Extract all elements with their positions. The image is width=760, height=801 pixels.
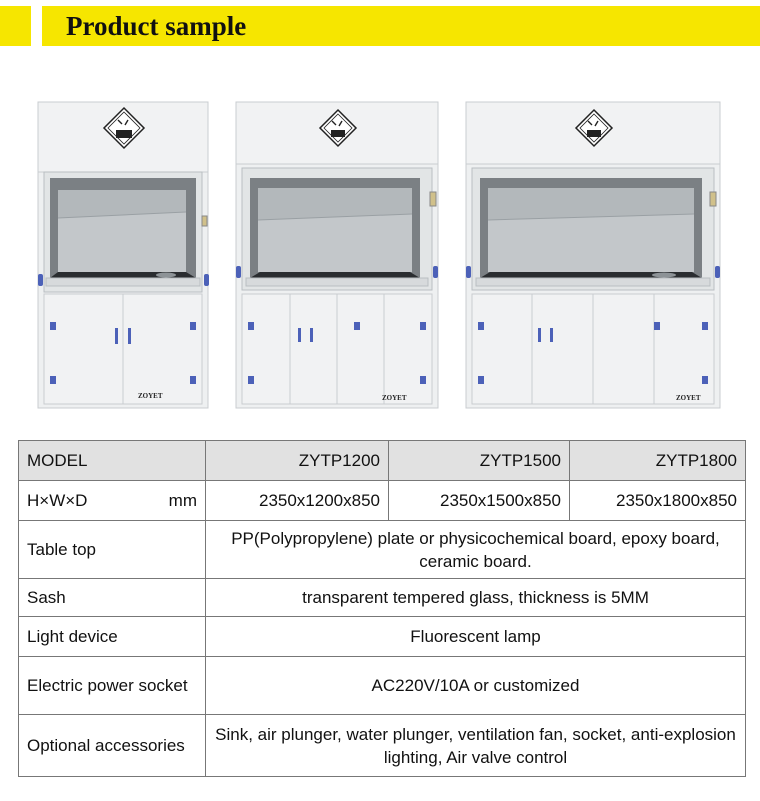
brand-mark: ZOYET [382,394,407,402]
table-top-value: PP(Polypropylene) plate or physicochemical board, epoxy board, ceramic board. [206,521,746,579]
dimension-cell: 2350x1200x850 [206,481,389,521]
table-row-model [19,441,746,481]
power-value: AC220V/10A or customized [206,657,746,715]
fume-hood-image-3 [464,96,722,412]
row-label [19,481,206,521]
table-row-power [19,657,746,715]
row-label: Table top [19,521,206,579]
brand-mark: ZOYET [138,392,163,400]
accessories-value: Sink, air plunger, water plunger, ventilation fan, socket, anti-explosion lighting, Air valve control [206,715,746,777]
fume-hood-image-2 [234,96,440,412]
brand-mark: ZOYET [676,394,701,402]
row-label: Light device [19,617,206,657]
product-gallery [0,96,760,416]
dimension-label: H×W×D [27,490,88,510]
fume-hood-image-1 [36,96,212,412]
light-value: Fluorescent lamp [206,617,746,657]
model-cell: ZYTP1200 [206,441,389,481]
dimension-cell: 2350x1800x850 [570,481,746,521]
row-label: Optional accessories [19,715,206,777]
row-label: Sash [19,579,206,617]
sash-value: transparent tempered glass, thickness is 5MM [206,579,746,617]
table-row-table-top [19,521,746,579]
section-title: Product sample [66,11,247,41]
model-cell: ZYTP1800 [570,441,746,481]
dimension-unit: mm [168,490,197,510]
table-row-light [19,617,746,657]
banner-accent-bar [0,6,31,46]
row-label: MODEL [19,441,206,481]
table-row-dimensions [19,481,746,521]
table-row-accessories [19,715,746,777]
model-cell: ZYTP1500 [389,441,570,481]
section-banner [0,0,760,52]
row-label: Electric power socket [19,657,206,715]
table-row-sash [19,579,746,617]
dimension-cell: 2350x1500x850 [389,481,570,521]
spec-table [18,440,746,777]
